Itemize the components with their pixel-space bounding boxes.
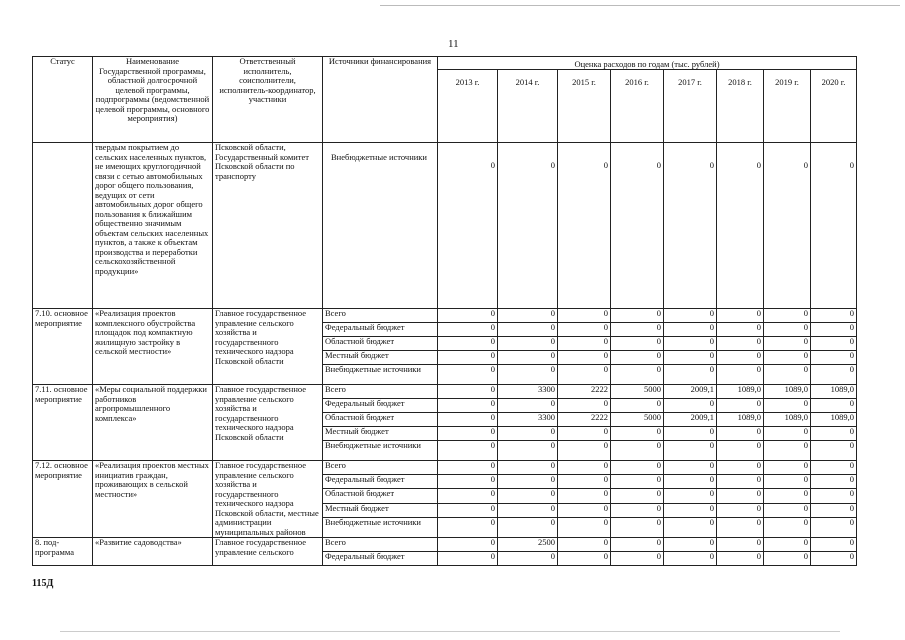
value-cell: 0 bbox=[717, 461, 764, 475]
source-cell: Всего bbox=[323, 309, 438, 323]
value-cell: 0 bbox=[717, 427, 764, 441]
value-cell: 0 bbox=[611, 538, 664, 552]
value-cell: 3300 bbox=[498, 413, 558, 427]
value-cell: 0 bbox=[611, 441, 664, 461]
value-cell: 0 bbox=[811, 538, 857, 552]
value-cell: 0 bbox=[811, 427, 857, 441]
value-cell: 0 bbox=[811, 351, 857, 365]
value-cell: 0 bbox=[438, 427, 498, 441]
value-cell: 0 bbox=[764, 143, 811, 309]
program-name: «Реализация проектов комплексного обустройства площадок под компактную жилищную застройку в сельской местности» bbox=[93, 309, 213, 385]
footer-code: 115Д bbox=[32, 578, 54, 589]
value-cell: 0 bbox=[717, 441, 764, 461]
program-name: «Развитие садоводства» bbox=[93, 538, 213, 566]
value-cell: 0 bbox=[717, 309, 764, 323]
value-cell: 0 bbox=[438, 413, 498, 427]
source-cell: Местный бюджет bbox=[323, 427, 438, 441]
value-cell: 1089,0 bbox=[764, 385, 811, 399]
value-cell: 0 bbox=[611, 517, 664, 537]
source-cell: Всего bbox=[323, 385, 438, 399]
value-cell: 0 bbox=[558, 503, 611, 517]
value-cell: 0 bbox=[438, 323, 498, 337]
value-cell: 0 bbox=[438, 552, 498, 566]
page-number: 11 bbox=[448, 38, 459, 50]
value-cell: 0 bbox=[717, 475, 764, 489]
table-row bbox=[33, 143, 857, 309]
value-cell: 0 bbox=[811, 517, 857, 537]
value-cell: 0 bbox=[764, 552, 811, 566]
value-cell: 0 bbox=[438, 309, 498, 323]
value-cell: 0 bbox=[764, 323, 811, 337]
value-cell: 0 bbox=[811, 475, 857, 489]
source-cell: Внебюджетные источники bbox=[323, 517, 438, 537]
value-cell: 0 bbox=[764, 461, 811, 475]
value-cell: 0 bbox=[438, 517, 498, 537]
value-cell: 0 bbox=[438, 143, 498, 309]
value-cell: 0 bbox=[498, 475, 558, 489]
value-cell: 0 bbox=[664, 441, 717, 461]
value-cell: 0 bbox=[438, 475, 498, 489]
value-cell: 0 bbox=[664, 461, 717, 475]
value-cell: 2222 bbox=[558, 385, 611, 399]
value-cell: 0 bbox=[764, 517, 811, 537]
value-cell: 0 bbox=[664, 323, 717, 337]
value-cell: 0 bbox=[764, 538, 811, 552]
table-row bbox=[33, 461, 857, 475]
value-cell: 0 bbox=[664, 143, 717, 309]
value-cell: 0 bbox=[764, 475, 811, 489]
value-cell: 0 bbox=[811, 309, 857, 323]
source-cell: Всего bbox=[323, 461, 438, 475]
value-cell: 0 bbox=[811, 365, 857, 385]
header-sources: Источники финансирования bbox=[323, 57, 438, 143]
value-cell: 0 bbox=[664, 538, 717, 552]
value-cell: 0 bbox=[717, 337, 764, 351]
table-row bbox=[33, 309, 857, 323]
value-cell: 0 bbox=[811, 323, 857, 337]
header-name: Наименование Государственной программы, областной долгосрочной целевой программы, подпрограммы (ведомственной целевой программы, основного мероприятия) bbox=[93, 57, 213, 143]
value-cell: 0 bbox=[717, 399, 764, 413]
value-cell: 0 bbox=[611, 475, 664, 489]
value-cell: 0 bbox=[558, 461, 611, 475]
value-cell: 2222 bbox=[558, 413, 611, 427]
value-cell: 0 bbox=[611, 461, 664, 475]
value-cell: 0 bbox=[558, 489, 611, 503]
value-cell: 1089,0 bbox=[717, 413, 764, 427]
value-cell: 5000 bbox=[611, 385, 664, 399]
value-cell: 0 bbox=[498, 489, 558, 503]
responsible-cell: Главное государственное управление сельского хозяйства и государственного технического надзора Псковской области bbox=[213, 385, 323, 461]
responsible-cell: Псковской области, Государственный комитет Псковской области по транспорту bbox=[213, 143, 323, 309]
source-cell: Федеральный бюджет bbox=[323, 399, 438, 413]
value-cell: 3300 bbox=[498, 385, 558, 399]
value-cell: 0 bbox=[498, 503, 558, 517]
source-cell: Федеральный бюджет bbox=[323, 552, 438, 566]
value-cell: 1089,0 bbox=[811, 385, 857, 399]
value-cell: 0 bbox=[811, 552, 857, 566]
value-cell: 0 bbox=[498, 427, 558, 441]
value-cell: 0 bbox=[498, 399, 558, 413]
value-cell: 5000 bbox=[611, 413, 664, 427]
value-cell: 2009,1 bbox=[664, 385, 717, 399]
value-cell: 0 bbox=[498, 517, 558, 537]
value-cell: 0 bbox=[558, 441, 611, 461]
scan-artifact-bottom bbox=[60, 631, 840, 632]
value-cell: 0 bbox=[811, 399, 857, 413]
value-cell: 0 bbox=[717, 489, 764, 503]
value-cell: 0 bbox=[664, 399, 717, 413]
value-cell: 0 bbox=[764, 427, 811, 441]
value-cell: 0 bbox=[764, 489, 811, 503]
responsible-cell: Главное государственное управление сельского хозяйства и государственного технического надзора Псковской области bbox=[213, 309, 323, 385]
value-cell: 0 bbox=[611, 489, 664, 503]
value-cell: 0 bbox=[438, 399, 498, 413]
value-cell: 0 bbox=[764, 441, 811, 461]
value-cell: 1089,0 bbox=[717, 385, 764, 399]
value-cell: 0 bbox=[664, 309, 717, 323]
value-cell: 0 bbox=[558, 399, 611, 413]
value-cell: 0 bbox=[717, 538, 764, 552]
value-cell: 0 bbox=[811, 441, 857, 461]
header-year: 2017 г. bbox=[664, 70, 717, 143]
header-year: 2013 г. bbox=[438, 70, 498, 143]
value-cell: 2500 bbox=[498, 538, 558, 552]
source-cell: Федеральный бюджет bbox=[323, 323, 438, 337]
value-cell: 0 bbox=[664, 552, 717, 566]
value-cell: 0 bbox=[611, 337, 664, 351]
value-cell: 0 bbox=[811, 143, 857, 309]
value-cell: 0 bbox=[558, 337, 611, 351]
header-status: Статус bbox=[33, 57, 93, 143]
value-cell: 0 bbox=[438, 489, 498, 503]
header-year: 2016 г. bbox=[611, 70, 664, 143]
value-cell: 0 bbox=[611, 365, 664, 385]
value-cell: 0 bbox=[498, 337, 558, 351]
program-name: «Меры социальной поддержки работников агропромышленного комплекса» bbox=[93, 385, 213, 461]
value-cell: 0 bbox=[438, 385, 498, 399]
header-year: 2020 г. bbox=[811, 70, 857, 143]
value-cell: 0 bbox=[438, 365, 498, 385]
scan-artifact-top bbox=[380, 5, 900, 6]
value-cell: 0 bbox=[558, 143, 611, 309]
value-cell: 0 bbox=[717, 365, 764, 385]
value-cell: 0 bbox=[664, 503, 717, 517]
responsible-cell: Главное государственное управление сельского хозяйства и государственного технического надзора Псковской области, местные администрации муниципальных районов bbox=[213, 461, 323, 538]
expenses-table bbox=[32, 56, 857, 566]
value-cell: 0 bbox=[498, 552, 558, 566]
value-cell: 0 bbox=[558, 323, 611, 337]
value-cell: 0 bbox=[438, 441, 498, 461]
value-cell: 0 bbox=[498, 323, 558, 337]
value-cell: 1089,0 bbox=[764, 413, 811, 427]
value-cell: 0 bbox=[664, 337, 717, 351]
value-cell: 0 bbox=[498, 143, 558, 309]
program-name: твердым покрытием до сельских населенных пунктов, не имеющих круглогодичной связи с сетью автомобильных дорог общего пользования, ведущих от сети автомобильных дорог общего пользования к ближайшим общественно значимым объектам сельских населенных пунктов, а также к объектам производства и переработки сельскохозяйственной продукции» bbox=[93, 143, 213, 309]
status-cell bbox=[33, 143, 93, 309]
responsible-cell: Главное государственное управление сельского bbox=[213, 538, 323, 566]
value-cell: 0 bbox=[558, 427, 611, 441]
header-year: 2014 г. bbox=[498, 70, 558, 143]
value-cell: 0 bbox=[438, 461, 498, 475]
source-cell: Областной бюджет bbox=[323, 337, 438, 351]
value-cell: 0 bbox=[717, 351, 764, 365]
header-year: 2019 г. bbox=[764, 70, 811, 143]
value-cell: 0 bbox=[611, 309, 664, 323]
value-cell: 0 bbox=[764, 503, 811, 517]
value-cell: 0 bbox=[558, 552, 611, 566]
value-cell: 0 bbox=[717, 503, 764, 517]
status-cell: 7.11. основное мероприятие bbox=[33, 385, 93, 461]
value-cell: 0 bbox=[717, 517, 764, 537]
value-cell: 0 bbox=[498, 365, 558, 385]
source-cell: Областной бюджет bbox=[323, 489, 438, 503]
value-cell: 0 bbox=[611, 552, 664, 566]
value-cell: 0 bbox=[558, 538, 611, 552]
value-cell: 0 bbox=[558, 351, 611, 365]
header-expenses: Оценка расходов по годам (тыс. рублей) bbox=[438, 57, 857, 70]
program-name: «Реализация проектов местных инициатив граждан, проживающих в сельской местности» bbox=[93, 461, 213, 538]
header-row bbox=[33, 57, 857, 70]
value-cell: 0 bbox=[558, 517, 611, 537]
value-cell: 0 bbox=[498, 441, 558, 461]
value-cell: 0 bbox=[611, 143, 664, 309]
value-cell: 0 bbox=[438, 538, 498, 552]
value-cell: 0 bbox=[717, 143, 764, 309]
value-cell: 0 bbox=[764, 351, 811, 365]
value-cell: 0 bbox=[664, 365, 717, 385]
value-cell: 0 bbox=[811, 503, 857, 517]
table-row bbox=[33, 538, 857, 552]
value-cell: 0 bbox=[811, 337, 857, 351]
value-cell: 0 bbox=[558, 365, 611, 385]
value-cell: 0 bbox=[611, 427, 664, 441]
value-cell: 0 bbox=[498, 351, 558, 365]
source-cell: Внебюджетные источники bbox=[323, 441, 438, 461]
source-cell: Внебюджетные источники bbox=[323, 365, 438, 385]
value-cell: 0 bbox=[664, 475, 717, 489]
value-cell: 0 bbox=[611, 399, 664, 413]
value-cell: 1089,0 bbox=[811, 413, 857, 427]
value-cell: 0 bbox=[664, 517, 717, 537]
value-cell: 0 bbox=[498, 309, 558, 323]
value-cell: 0 bbox=[717, 323, 764, 337]
source-cell: Местный бюджет bbox=[323, 351, 438, 365]
value-cell: 0 bbox=[764, 337, 811, 351]
value-cell: 0 bbox=[438, 351, 498, 365]
value-cell: 0 bbox=[558, 475, 611, 489]
value-cell: 0 bbox=[611, 351, 664, 365]
source-cell: Внебюджетные источники bbox=[323, 143, 438, 309]
status-cell: 7.10. основное мероприятие bbox=[33, 309, 93, 385]
status-cell: 7.12. основное мероприятие bbox=[33, 461, 93, 538]
source-cell: Областной бюджет bbox=[323, 413, 438, 427]
value-cell: 0 bbox=[811, 461, 857, 475]
value-cell: 0 bbox=[764, 365, 811, 385]
value-cell: 2009,1 bbox=[664, 413, 717, 427]
table-row bbox=[33, 385, 857, 399]
header-year: 2018 г. bbox=[717, 70, 764, 143]
value-cell: 0 bbox=[611, 323, 664, 337]
value-cell: 0 bbox=[498, 461, 558, 475]
value-cell: 0 bbox=[664, 427, 717, 441]
value-cell: 0 bbox=[558, 309, 611, 323]
value-cell: 0 bbox=[438, 337, 498, 351]
value-cell: 0 bbox=[664, 351, 717, 365]
value-cell: 0 bbox=[438, 503, 498, 517]
source-cell: Федеральный бюджет bbox=[323, 475, 438, 489]
header-responsible: Ответственный исполнитель, соисполнители, исполнитель-координатор, участники bbox=[213, 57, 323, 143]
source-cell: Всего bbox=[323, 538, 438, 552]
status-cell: 8. под-программа bbox=[33, 538, 93, 566]
value-cell: 0 bbox=[717, 552, 764, 566]
source-cell: Местный бюджет bbox=[323, 503, 438, 517]
value-cell: 0 bbox=[764, 399, 811, 413]
value-cell: 0 bbox=[664, 489, 717, 503]
header-year: 2015 г. bbox=[558, 70, 611, 143]
value-cell: 0 bbox=[811, 489, 857, 503]
value-cell: 0 bbox=[611, 503, 664, 517]
value-cell: 0 bbox=[764, 309, 811, 323]
